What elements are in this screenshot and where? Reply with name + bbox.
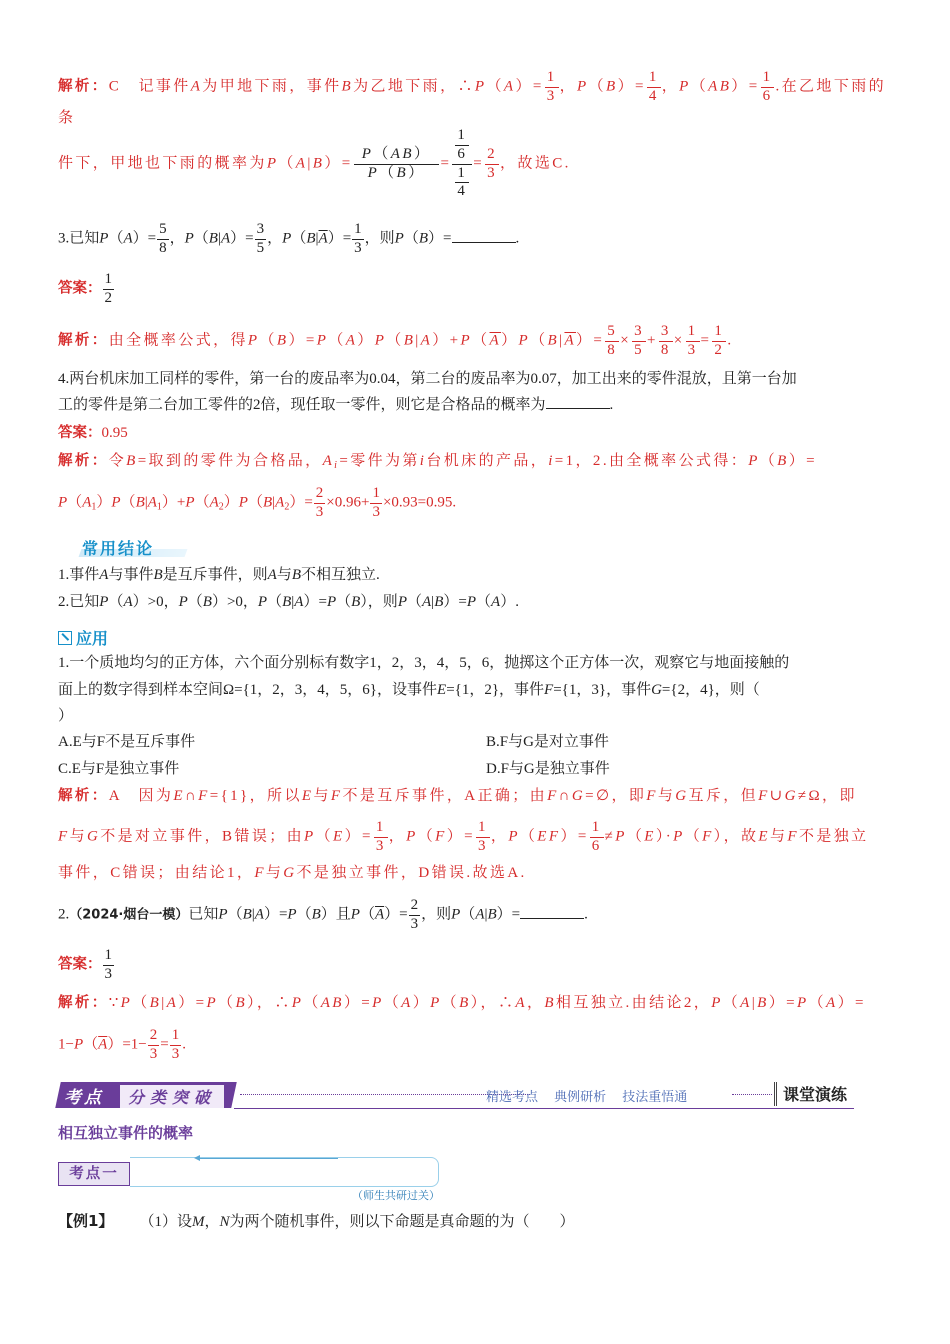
- conclusion-item-2: 2.已知P（A）>0，P（B）>0，P（B|A）=P（B），则P（A|B）=P（A）.: [58, 594, 519, 610]
- example-label: 【例1】: [58, 1212, 114, 1230]
- app-q1-line1: 1.一个质地均匀的正方体，六个面分别标有数字1，2，3，4，5，6，抛掷这个正方体一次，观察它与地面接触的: [58, 655, 790, 671]
- app-q1-line3: ）: [58, 708, 74, 724]
- q4-question-line1: 4.两台机床加工同样的零件，第一台的废品率为0.04，第二台的废品率为0.07，加工出来的零件混放，且第一台加: [58, 371, 797, 387]
- q4-answer: 答案：0.95: [58, 425, 128, 441]
- app-q1-solution-line3: 事件，C错误；由结论1，F与G不是独立事件，D错误.故选A.: [58, 865, 527, 881]
- banner-tags: 精选考点 典例研析 技法重悟通: [486, 1090, 688, 1105]
- q3-answer: 答案： $\frac{1}{2}$: [58, 271, 112, 306]
- q3-solution: 解析：由全概率公式，得$P(B)=P(A)P(B|A)+P(\overline{A})P(B|\overline{A})=$ $\frac{5}{8}$ × $\frac{3}{5}$ + $\frac{3}{8}$ × $\frac{1}{3}$ = $\frac{1}{2}$ .: [58, 323, 734, 358]
- option-a[interactable]: A.E与F不是互斥事件: [58, 734, 196, 750]
- banner-right: 课堂演练: [774, 1082, 847, 1106]
- conclusion-item-1: 1.事件A与事件B是互斥事件，则A与B不相互独立.: [58, 567, 380, 583]
- apply-icon: [58, 631, 72, 645]
- app-q2-question: 2.（2024·烟台一模）已知P（B|A）=P（B）且$P(\overline{A})=$ $\frac{2}{3}$ ，则P（A|B）= .: [58, 897, 588, 932]
- q2-solution-line1: 解析：C 记事件A为甲地下雨，事件B为乙地下雨，∴P（A）= $\frac{1}{3}$ ，P（B）= $\frac{1}{4}$ ，P（AB）= $\frac{1}{6}$ .在乙地下雨的条: [58, 69, 887, 126]
- section-title: 相互独立事件的概率: [58, 1124, 194, 1142]
- section-banner: 考点 分类突破 精选考点 典例研析 技法重悟通 课堂演练: [58, 1080, 856, 1110]
- app-q1-options-row2: [58, 756, 890, 783]
- app-q2-answer: 答案： $\frac{1}{3}$: [58, 947, 112, 982]
- option-c[interactable]: C.E与F是独立事件: [58, 761, 180, 777]
- conclusions-badge: 常用结论: [58, 540, 186, 558]
- option-b[interactable]: B.F与G是对立事件: [486, 734, 609, 750]
- app-q1-line2: 面上的数字得到样本空间Ω={1，2，3，4，5，6}，设事件E={1，2}，事件F={1，3}，事件G={2，4}，则（: [58, 682, 760, 698]
- q2-solution-line2: 件下，甲地也下雨的概率为P（A|B）= $\frac{P(AB)}{P(B)}$ = $\frac{\frac{1}{6}}{\frac{1}{4}}$ = $\frac{2}{3}$ ，故选C.: [58, 127, 571, 200]
- app-q2-solution-line2: $1-P(\overline{A})=1-$ $\frac{2}{3}$ = $\frac{1}{3}$ .: [58, 1027, 186, 1062]
- option-d[interactable]: D.F与G是独立事件: [486, 761, 610, 777]
- q4-question-line2: 工的零件是第二台加工零件的2倍，现任取一零件，则它是合格品的概率为 .: [58, 392, 890, 419]
- answer-blank: [452, 228, 516, 243]
- app-q2-solution-line1: 解析：∵P（B|A）=P（B），∴P（AB）=P（A）P（B），∴A，B相互独立.由结论2，P（A|B）=P（A）=: [58, 995, 866, 1011]
- app-q1-options-row1: [58, 729, 890, 756]
- app-q1-solution-line1: 解析：A 因为E∩F={1}，所以E与F不是互斥事件，A正确；由F∩G=∅，即F与G互斥，但F∪G≠Ω，即: [58, 788, 857, 804]
- q4-solution-line2: $P(A_1)P(B|A_1)+P(A_2)P(B|A_2)=$ $\frac{2}{3}$ ×0.96+ $\frac{1}{3}$ ×0.93=0.95.: [58, 485, 457, 520]
- application-heading: 应用: [58, 626, 108, 649]
- kaodian-one-header: 考点一 （师生共研过关）: [58, 1157, 440, 1197]
- q3-question: 3.已知P（A）= $\frac{5}{8}$ ，P（B|A）= $\frac{3}{5}$ ，$P(B|\overline{A})=$ $\frac{1}{3}$ ，则P（B）= .: [58, 221, 520, 256]
- app-q1-solution-line2: F与G不是对立事件，B错误；由P（E）= $\frac{1}{3}$ ，P（F）= $\frac{1}{3}$ ，P（EF）= $\frac{1}{6}$ ≠P（E）·P（F），故E与F不是独立: [58, 819, 869, 854]
- source-tag: （2024·烟台一模）: [69, 907, 189, 923]
- q4-solution-line1: 解析：令B=取到的零件为合格品，$A_i=$零件为第i台机床的产品，i=1，2.由全概率公式得：P（B）=: [58, 453, 818, 471]
- example-1: 【例1】 （1）设M，N为两个随机事件，则以下命题是真命题的为（ ）: [58, 1212, 575, 1230]
